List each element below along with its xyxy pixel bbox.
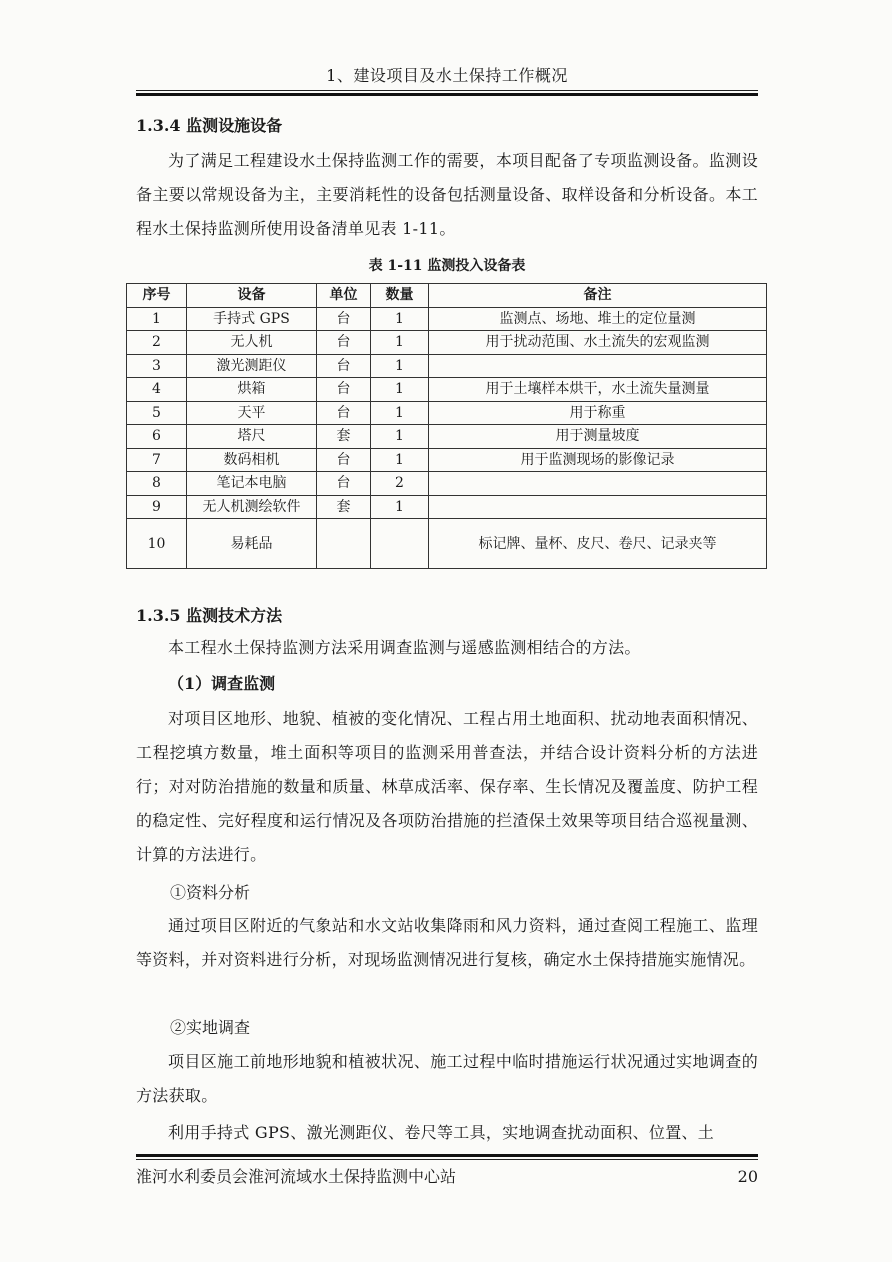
cell-remarks: 用于测量坡度 [429, 425, 767, 449]
table-header-row [127, 284, 767, 308]
section-heading-135: 1.3.5 监测技术方法 [136, 606, 283, 625]
table-row [127, 425, 767, 449]
cell-remarks [429, 472, 767, 496]
cell-remarks: 标记牌、量杯、皮尺、卷尺、记录夹等 [429, 519, 767, 569]
cell-index: 10 [127, 519, 187, 569]
cell-index: 7 [127, 448, 187, 472]
cell-index: 2 [127, 331, 187, 355]
cell-index: 1 [127, 307, 187, 331]
cell-remarks: 用于扰动范围、水土流失的宏观监测 [429, 331, 767, 355]
cell-equipment: 易耗品 [187, 519, 317, 569]
col-header-unit: 单位 [317, 284, 371, 308]
table-row [127, 307, 767, 331]
cell-unit: 台 [317, 472, 371, 496]
cell-equipment: 数码相机 [187, 448, 317, 472]
table-row [127, 354, 767, 378]
table-row [127, 378, 767, 402]
col-header-remarks: 备注 [429, 284, 767, 308]
cell-unit: 台 [317, 401, 371, 425]
cell-unit [317, 519, 371, 569]
cell-remarks: 用于土壤样本烘干，水土流失量测量 [429, 378, 767, 402]
cell-equipment: 塔尺 [187, 425, 317, 449]
cell-remarks: 用于监测现场的影像记录 [429, 448, 767, 472]
cell-unit: 台 [317, 448, 371, 472]
header-rule-thick [136, 93, 758, 96]
cell-equipment: 手持式 GPS [187, 307, 317, 331]
page-header: 1、建设项目及水土保持工作概况 [326, 66, 568, 85]
survey-paragraph: 对项目区地形、地貌、植被的变化情况、工程占用土地面积、扰动地表面积情况、工程挖填方数量，堆土面积等项目的监测采用普查法，并结合设计资料分析的方法进行；对对防治措施的数量和质量、林草成活率、保存率、生长情况及覆盖度、防护工程的稳定性、完好程度和运行情况及各项防治措施的拦渣保土效果等项目结合巡视量测、计算的方法进行。 [136, 709, 758, 864]
table-row [127, 331, 767, 355]
equipment-table [126, 283, 767, 569]
table-row [127, 472, 767, 496]
cell-equipment: 无人机 [187, 331, 317, 355]
cell-equipment: 笔记本电脑 [187, 472, 317, 496]
cell-remarks [429, 354, 767, 378]
cell-unit: 套 [317, 425, 371, 449]
cell-remarks: 用于称重 [429, 401, 767, 425]
cell-quantity: 1 [371, 354, 429, 378]
page-number: 20 [737, 1167, 758, 1186]
cell-index: 8 [127, 472, 187, 496]
cell-equipment: 天平 [187, 401, 317, 425]
cell-equipment: 烘箱 [187, 378, 317, 402]
table-row [127, 448, 767, 472]
item-field-survey-label: ②实地调查 [170, 1018, 251, 1037]
cell-unit: 套 [317, 495, 371, 519]
cell-index: 3 [127, 354, 187, 378]
cell-remarks [429, 495, 767, 519]
cell-equipment: 激光测距仪 [187, 354, 317, 378]
table-caption: 表 1-11 监测投入设备表 [368, 258, 526, 274]
item-data-analysis-label: ①资料分析 [170, 883, 251, 902]
cell-remarks: 监测点、场地、堆土的定位量测 [429, 307, 767, 331]
cell-index: 6 [127, 425, 187, 449]
col-header-index: 序号 [127, 284, 187, 308]
table-row [127, 401, 767, 425]
header-rule-thin [136, 90, 758, 91]
cell-quantity: 1 [371, 425, 429, 449]
cell-quantity: 1 [371, 378, 429, 402]
cell-equipment: 无人机测绘软件 [187, 495, 317, 519]
table-row [127, 519, 767, 569]
section-heading-134: 1.3.4 监测设施设备 [136, 116, 283, 135]
cell-unit: 台 [317, 331, 371, 355]
cell-unit: 台 [317, 354, 371, 378]
col-header-equipment: 设备 [187, 284, 317, 308]
cell-unit: 台 [317, 307, 371, 331]
field-survey-paragraph-2: 利用手持式 GPS、激光测距仪、卷尺等工具，实地调查扰动面积、位置、土 [168, 1123, 715, 1142]
cell-index: 9 [127, 495, 187, 519]
table-row [127, 495, 767, 519]
cell-unit: 台 [317, 378, 371, 402]
cell-index: 5 [127, 401, 187, 425]
section-134-paragraph: 为了满足工程建设水土保持监测工作的需要，本项目配备了专项监测设备。监测设备主要以常规设备为主，主要消耗性的设备包括测量设备、取样设备和分析设备。本工程水土保持监测所使用设备清单见表 1-11。 [136, 151, 758, 238]
section-135-intro: 本工程水土保持监测方法采用调查监测与遥感监测相结合的方法。 [168, 638, 641, 657]
field-survey-paragraph: 项目区施工前地形地貌和植被状况、施工过程中临时措施运行状况通过实地调查的方法获取。 [136, 1052, 758, 1105]
footer-rule-thin [136, 1159, 758, 1160]
footer-rule-thick [136, 1154, 758, 1157]
cell-quantity: 2 [371, 472, 429, 496]
cell-quantity: 1 [371, 331, 429, 355]
footer-organization: 淮河水利委员会淮河流域水土保持监测中心站 [136, 1167, 457, 1186]
col-header-quantity: 数量 [371, 284, 429, 308]
cell-quantity: 1 [371, 495, 429, 519]
cell-quantity: 1 [371, 401, 429, 425]
cell-quantity [371, 519, 429, 569]
cell-quantity: 1 [371, 448, 429, 472]
subsection-heading-survey: （1）调查监测 [168, 674, 276, 693]
cell-quantity: 1 [371, 307, 429, 331]
cell-index: 4 [127, 378, 187, 402]
data-analysis-paragraph: 通过项目区附近的气象站和水文站收集降雨和风力资料，通过查阅工程施工、监理等资料，并对资料进行分析，对现场监测情况进行复核，确定水土保持措施实施情况。 [136, 916, 758, 969]
